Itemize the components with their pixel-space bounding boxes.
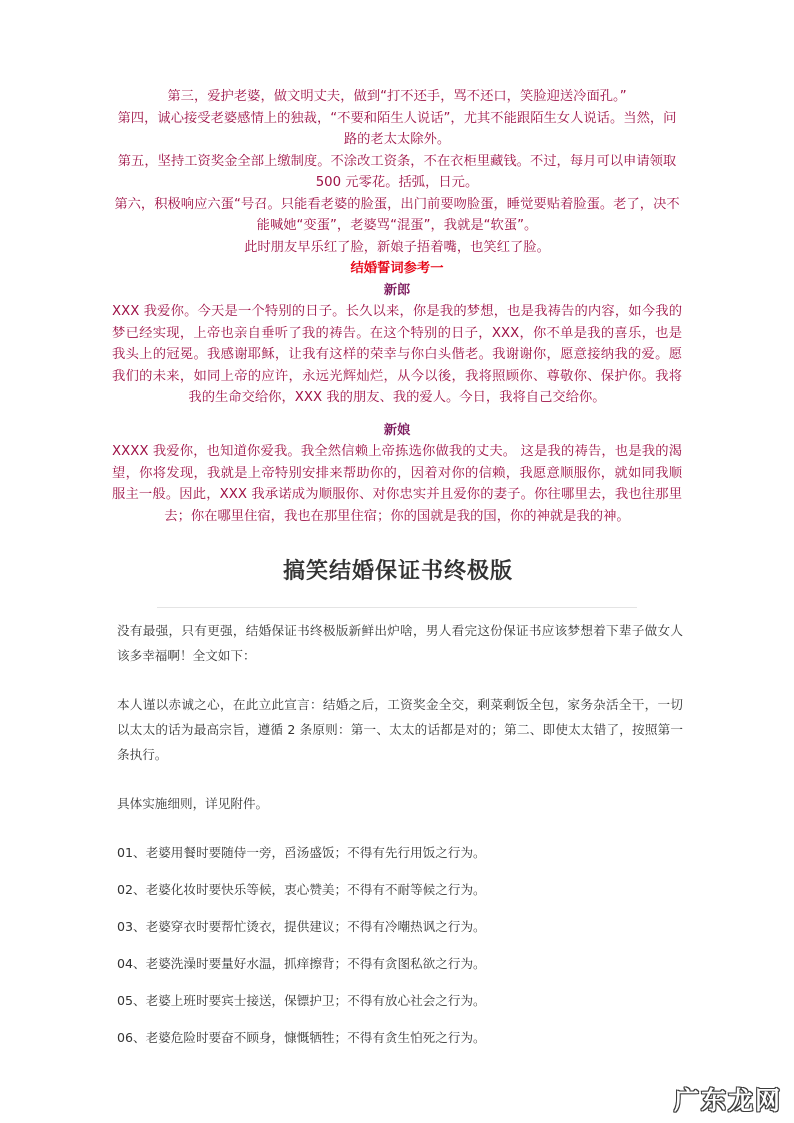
bride-label: 新娘 (383, 422, 411, 438)
article-clause-01: 01、老婆用餐时要随侍一旁，舀汤盛饭；不得有先行用饭之行为。 (117, 845, 486, 860)
top-paragraph-3: 第五，坚持工资奖金全部上缴制度。不涂改工资条，不在衣柜里藏钱。不过，每月可以申请领取 500 元零花。括弧，日元。 (117, 153, 677, 190)
article-clause-04: 04、老婆洗澡时要量好水温，抓痒擦背；不得有贪图私欲之行为。 (117, 956, 486, 971)
article-intro-2: 本人谨以赤诚之心，在此立此宣言：结婚之后，工资奖金全交，剩菜剩饭全包，家务杂活全干，一切以太太的话为最高宗旨，遵循 2 条原则：第一、太太的话都是对的；第二、即使太太错了，按照第一条执行。 (117, 697, 683, 762)
top-paragraph-5: 此时朋友早乐红了脸，新娘子捂着嘴，也笑红了脸。 (244, 239, 550, 255)
vows-heading: 结婚誓词参考一 (350, 261, 444, 276)
site-watermark: 广东龙网 (673, 1086, 782, 1115)
article-intro-3: 具体实施细则，详见附件。 (117, 796, 269, 811)
article-clause-03: 03、老婆穿衣时要帮忙烫衣，提供建议；不得有冷嘲热讽之行为。 (117, 919, 486, 934)
top-paragraph-1: 第三，爱护老婆，做文明丈夫，做到“打不还手，骂不还口，笑脸迎送冷面孔。” (167, 89, 627, 104)
top-paragraph-2: 第四，诚心接受老婆感情上的独裁，“不要和陌生人说话”，尤其不能跟陌生女人说话。当然，问路的老太太除外。 (117, 110, 677, 147)
article-clause-06: 06、老婆危险时要奋不顾身，慷慨牺牲；不得有贪生怕死之行为。 (117, 1030, 486, 1045)
top-red-section (112, 86, 682, 527)
bride-vow-text: XXXX 我爱你，也知道你爱我。我全然信赖上帝拣选你做我的丈夫。 这是我的祷告，也是我的渴望，你将发现，我就是上帝特别安排来帮助你的，因着对你的信赖，我愿意顺服你，就如同我顺服主一般。因此，XXX 我承诺成为顺服你、对你忠实并且爱你的妻子。你往哪里去，我也往那里去；你在哪里住宿，我也在那里住宿；你的国就是我的国，你的神就是我的神。 (112, 444, 682, 524)
groom-vow-text: XXX 我爱你。今天是一个特别的日子。长久以来，你是我的梦想，也是我祷告的内容，如今我的梦已经实现，上帝也亲自垂听了我的祷告。在这个特别的日子，XXX，你不单是我的喜乐，也是我头上的冠冕。我感谢耶稣，让我有这样的荣幸与你白头偕老。我谢谢你，愿意接纳我的爱。愿我们的未来，如同上帝的应许，永远光辉灿烂，从今以後，我将照顾你、尊敬你、保护你。我将我的生命交给你，XXX 我的朋友、我的爱人。今日，我将自己交给你。 (112, 304, 682, 405)
vow-spacer (112, 409, 682, 420)
article-clause-05: 05、老婆上班时要宾士接送，保镖护卫；不得有放心社会之行为。 (117, 993, 486, 1008)
article-body (117, 618, 683, 1062)
title-divider (157, 607, 637, 608)
article-intro-1: 没有最强，只有更强，结婚保证书终极版新鲜出炉啥，男人看完这份保证书应该梦想着下辈子做女人该多幸福啊！全文如下： (117, 623, 683, 663)
groom-label: 新郎 (383, 282, 411, 298)
article-clause-02: 02、老婆化妆时要快乐等候，衷心赞美；不得有不耐等候之行为。 (117, 882, 486, 897)
article-title: 搞笑结婚保证书终极版 (282, 558, 513, 584)
top-paragraph-4: 第六，积极响应六蛋“号召。只能看老婆的脸蛋，出门前要吻脸蛋，睡觉要贴着脸蛋。老了，决不能喊她“变蛋”，老婆骂“混蛋”，我就是“软蛋”。 (114, 196, 680, 233)
